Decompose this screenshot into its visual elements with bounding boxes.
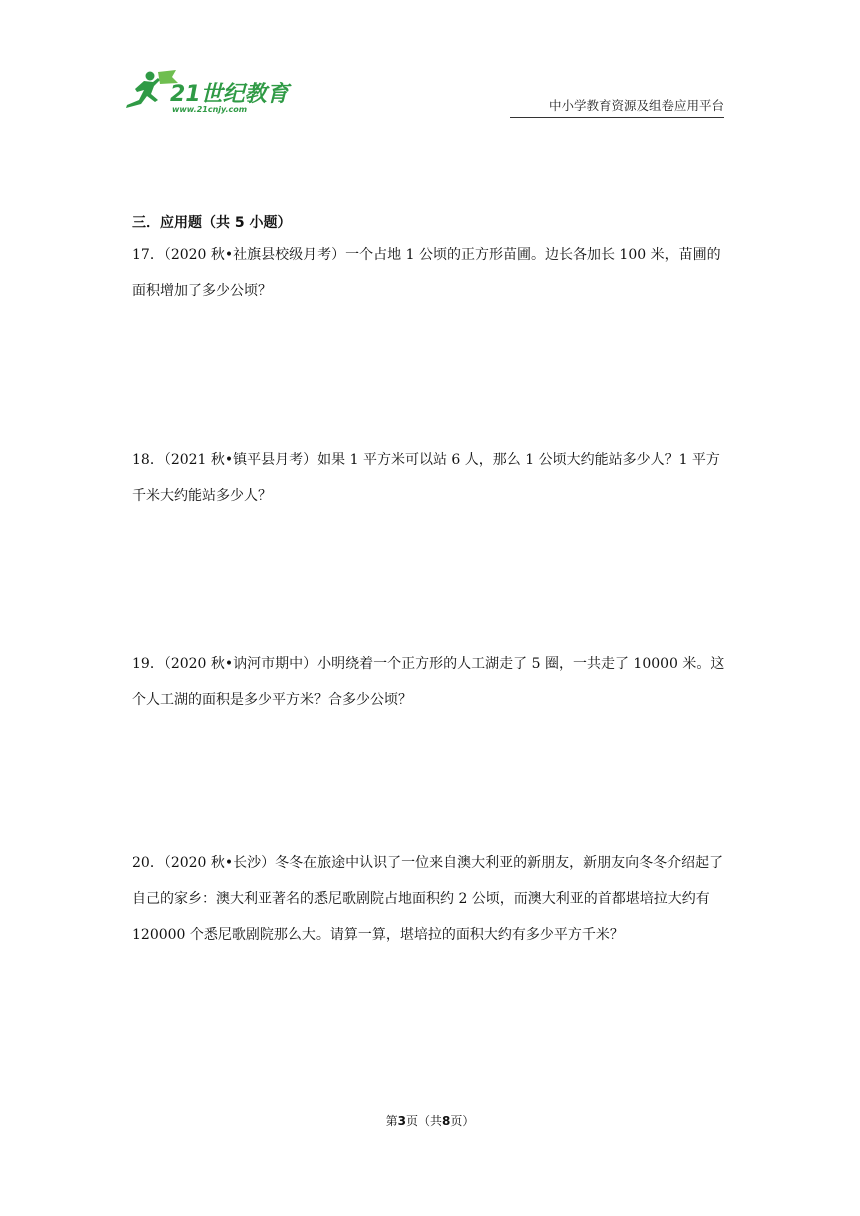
page-footer	[0, 1112, 860, 1129]
runner-icon	[126, 72, 160, 109]
footer-suffix: 页）	[450, 1114, 475, 1128]
section-title: 三．应用题（共 5 小题）	[132, 215, 292, 231]
question-18: 18．（2021 秋•镇平县月考）如果 1 平方米可以站 6 人，那么 1 公顷大约能站多少人？1 平方千米大约能站多少人？	[132, 452, 720, 504]
platform-title: 中小学教育资源及组卷应用平台	[510, 96, 724, 118]
current-page: 3	[397, 1114, 406, 1128]
question-20: 20．（2020 秋•长沙）冬冬在旅途中认识了一位来自澳大利亚的新朋友，新朋友向冬冬介绍起了自己的家乡：澳大利亚著名的悉尼歌剧院占地面积约 2 公顷，而澳大利亚的首都堪培拉大约有 120000 个悉尼歌剧院那么大。请算一算，堪培拉的面积大约有多少平方千米？	[132, 855, 724, 943]
footer-prefix: 第	[385, 1114, 398, 1128]
total-pages: 8	[442, 1114, 451, 1128]
logo	[122, 68, 292, 114]
logo-text: 21世纪教育	[170, 82, 289, 107]
question-19: 19．（2020 秋•讷河市期中）小明绕着一个正方形的人工湖走了 5 圈，一共走了 10000 米。这个人工湖的面积是多少平方米？合多少公顷？	[132, 656, 725, 708]
footer-middle: 页（共	[405, 1114, 442, 1128]
question-17: 17．（2020 秋•社旗县校级月考）一个占地 1 公顷的正方形苗圃。边长各加长 100 米，苗圃的面积增加了多少公顷？	[132, 247, 721, 299]
logo-url: www.21cnjy.com	[172, 105, 248, 114]
